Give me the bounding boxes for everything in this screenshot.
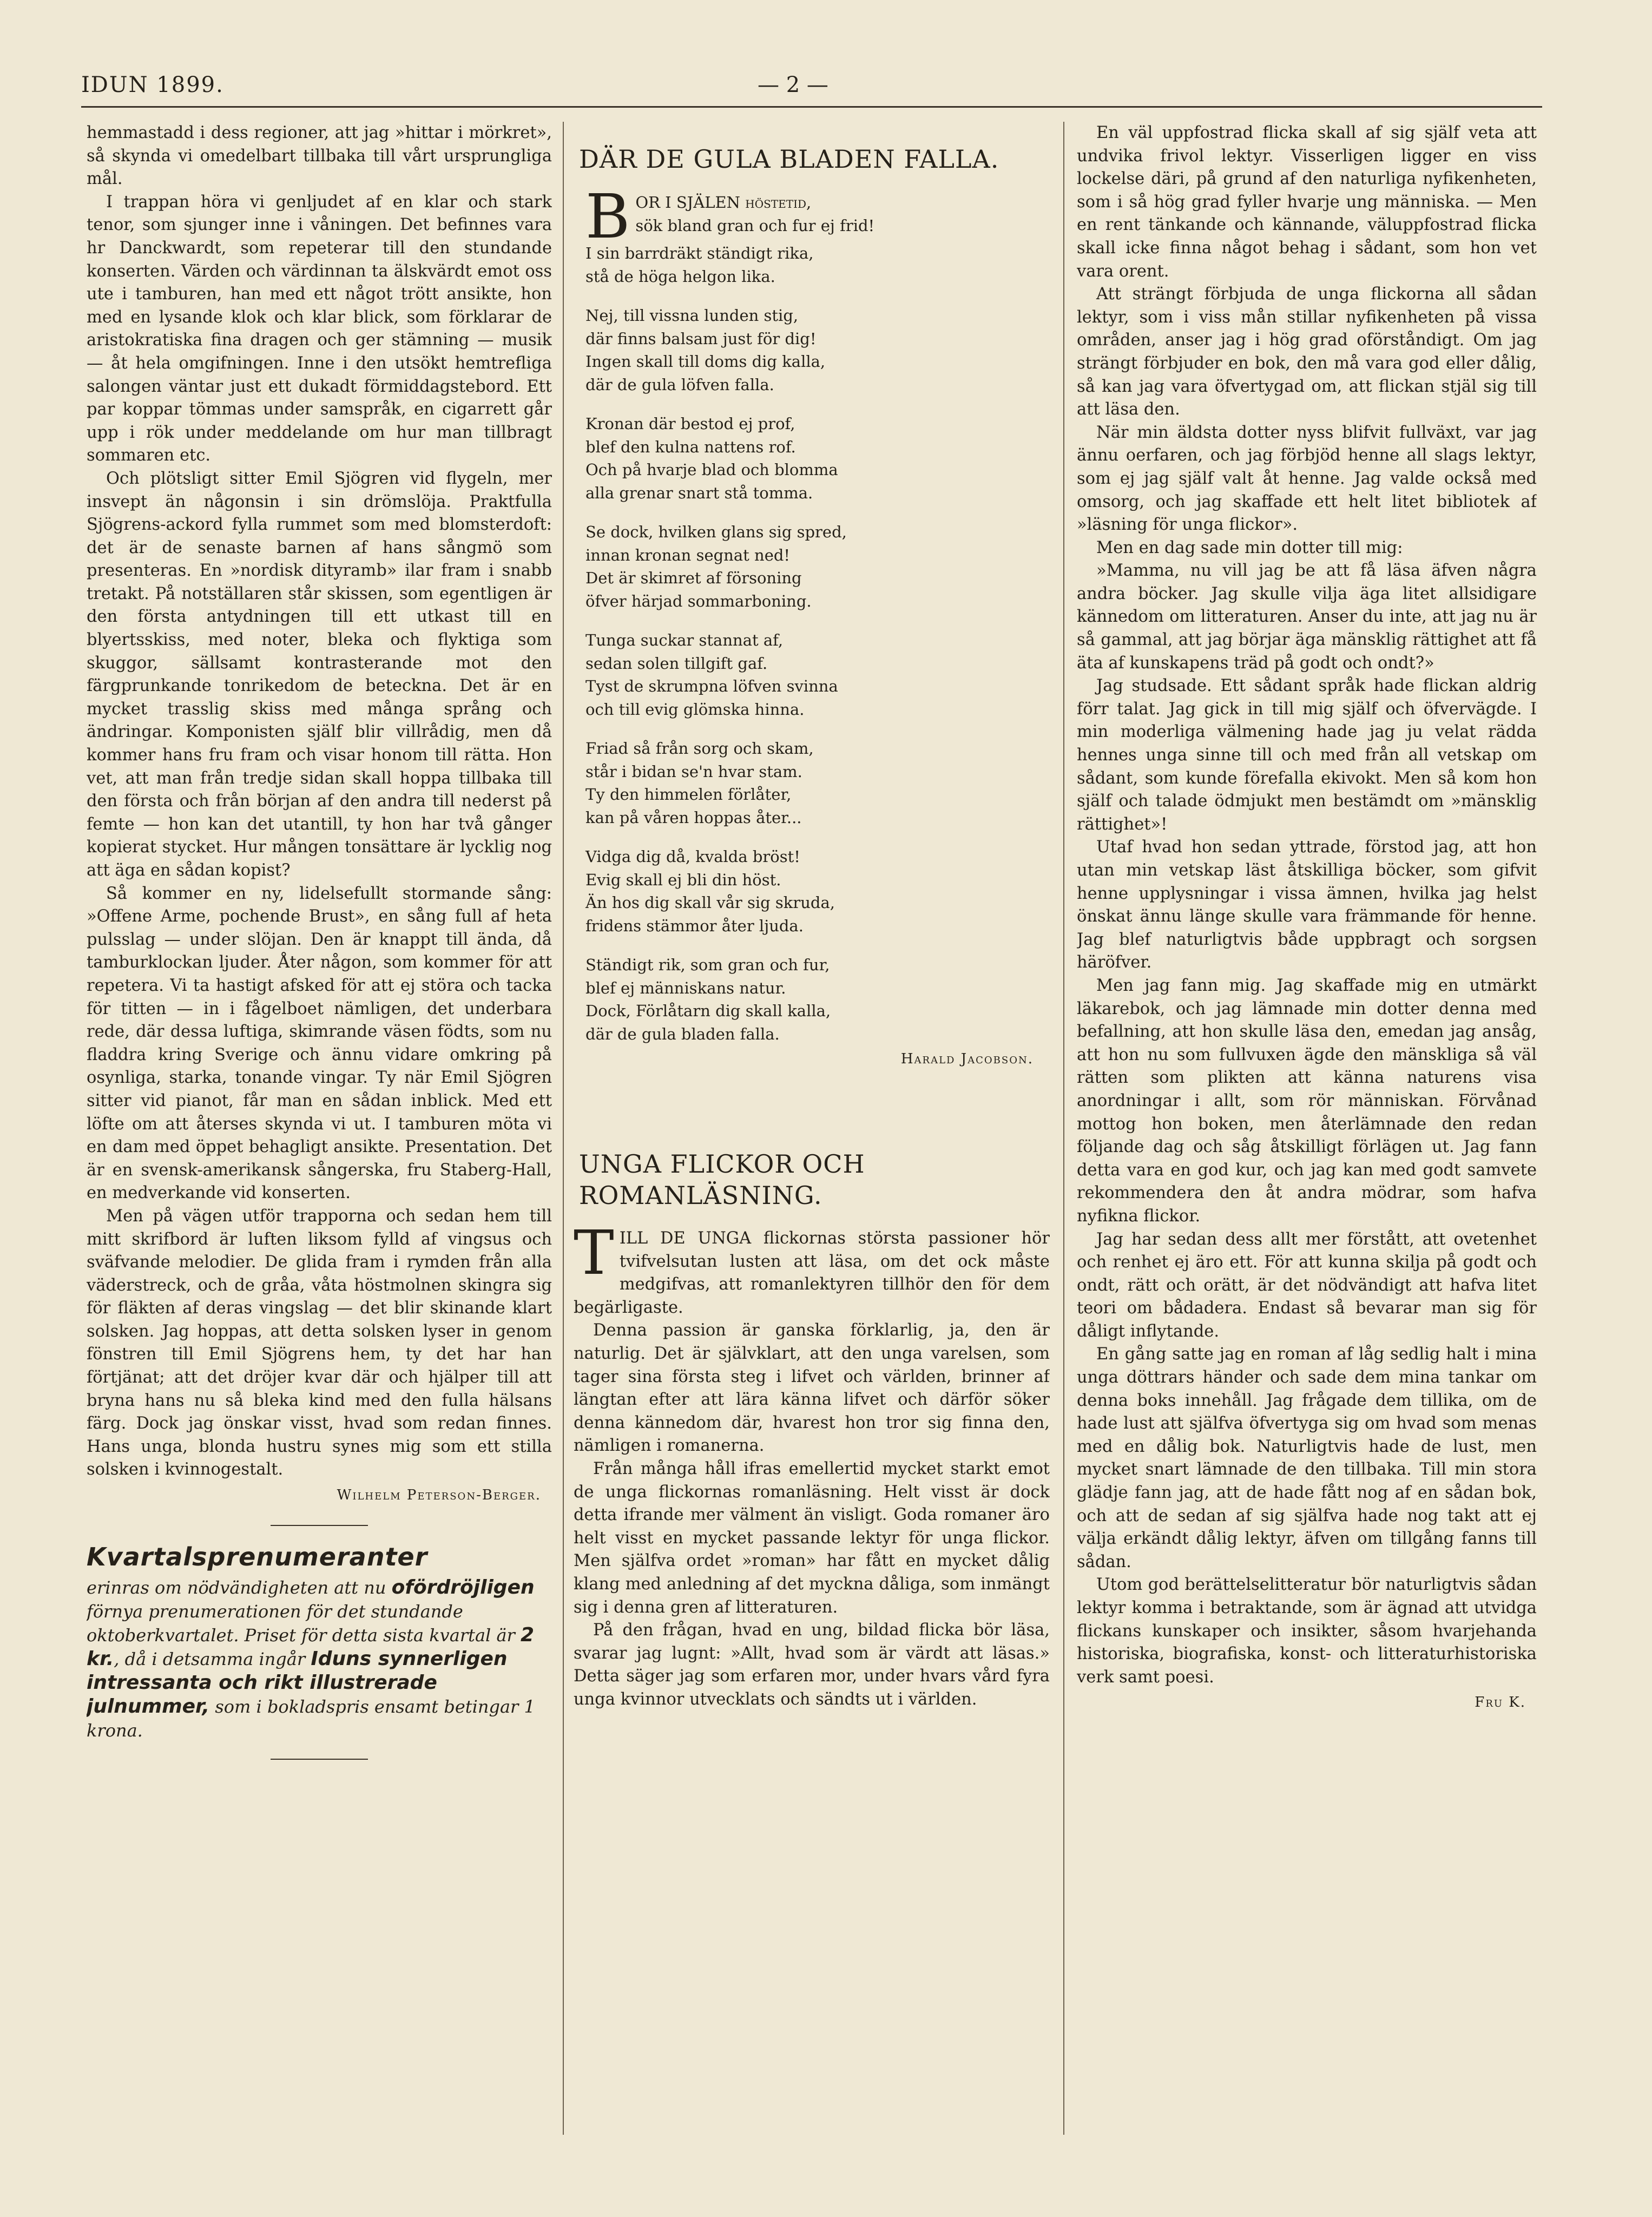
poem-line: där de gula bladen falla. bbox=[585, 1024, 780, 1043]
poem-line: där de gula löfven falla. bbox=[585, 375, 774, 394]
poem-line: Ständigt rik, som gran och fur, bbox=[585, 956, 830, 974]
header-rule bbox=[81, 106, 1542, 108]
poem-line: sedan solen tillgift gaf. bbox=[585, 654, 768, 673]
poem-line: Kronan där bestod ej prof, bbox=[585, 415, 795, 433]
paragraph: En väl uppfostrad flicka skall af sig själf veta att undvika frivol lektyr. Visserligen ligger en viss lockelse däri, på grund af den naturliga nyfikenheten, som i så hög grad fyller hvarje ung människa. — Men en rent tänkande och kännande, väluppfostrad flicka skall icke finna något behag i sådant, som hon vet vara orent. bbox=[1077, 123, 1537, 281]
poem-line: Vidga dig då, kvalda bröst! bbox=[585, 847, 800, 866]
poem-stanza bbox=[585, 412, 1050, 504]
paragraph: Utaf hvad hon sedan yttrade, förstod jag, att hon utan min vetskap läst åtskilliga böcker, som gifvit henne upplysningar i vissa ämnen, hvilka jag helst önskat ännu länge skulle vara främmande för henne. Jag blef naturligtvis både uppbragt och sorgsen häröfver. bbox=[1077, 838, 1537, 972]
drop-cap: B bbox=[585, 182, 630, 252]
opening-paragraph: ILL DE UNGA flickornas största passioner hör tvifvelsutan lusten att läsa, om det ock måste medgifvas, att romanlektyren tillhör den för dem begärligaste. bbox=[574, 1229, 1050, 1317]
author-signature: Wilhelm Peterson-Berger. bbox=[337, 1487, 541, 1504]
poem-stanza bbox=[585, 629, 1050, 721]
poem-stanza bbox=[585, 953, 1050, 1045]
poem-line: Tunga suckar stannat af, bbox=[585, 631, 784, 649]
notice-price: 2 kr. bbox=[87, 1624, 535, 1670]
paragraph: Jag studsade. Ett sådant språk hade flickan aldrig förr talat. Jag gick in till mig själf och öfvervägde. I min moderliga välmening hade jag ju velat rädda hennes unga sinne till och med från all vetskap om sådant, som kunde förefalla ekivokt. Men så kom hon själf och talade ödmjukt men bestämdt om »mänsklig rättighet»! bbox=[1077, 676, 1537, 834]
publication-date: IDUN 1899. bbox=[81, 73, 224, 97]
poem-line: står i bidan se'n hvar stam. bbox=[585, 762, 802, 781]
poem-line: Nej, till vissna lunden stig, bbox=[585, 306, 799, 325]
poem-line: Ingen skall till doms dig kalla, bbox=[585, 352, 826, 371]
column-1 bbox=[87, 122, 552, 2178]
paragraph: I trappan höra vi genljudet af en klar och stark tenor, som sjunger inne i våningen. Det befinnes vara hr Danckwardt, som repeterar till den stundande konserten. Värden och värdinnan ta älskvärdt emot oss ute i tamburen, han med ett något trött ansikte, hon med en lysande klok och klar blick, som förklarar de aristokratiska fina dragen och ger stämning — musik — åt hela omgifningen. Inne i den utsökt hemtrefliga salongen väntar just ett dukadt förmiddagstebord. Ett par koppar tömmas under samspråk, en cigarrett går upp i rök under meddelande om hur man tillbragt sommaren etc. bbox=[87, 192, 552, 465]
paragraph: Från många håll ifras emellertid mycket starkt emot de unga flickornas romanläsning. Helt visst är dock detta ifrande mer välment än visligt. Goda romaner äro helt visst en mycket passande lektyr för unga flickor. Men själfva ordet »roman» har fått en mycket dålig klang med anledning af det myckna dåliga, som inmängt sig i denna gren af litteraturen. bbox=[574, 1459, 1050, 1617]
poem-line: Se dock, hvilken glans sig spred, bbox=[585, 523, 847, 541]
poem-line: fridens stämmor åter ljuda. bbox=[585, 916, 804, 935]
poem-line: Dock, Förlåtarn dig skall kalla, bbox=[585, 1002, 831, 1020]
column-3 bbox=[1077, 122, 1537, 2178]
poem-line: stå de höga helgon lika. bbox=[585, 267, 775, 286]
separator bbox=[271, 1525, 368, 1526]
poem-line: Det är skimret af försoning bbox=[585, 569, 802, 587]
paragraph: På den frågan, hvad en ung, bildad flicka bör läsa, svarar jag lugnt: »Allt, hvad som är värdt att läsas.» Detta säger jag som erfaren mor, under hvars vård fyra unga kvinnor utvecklats och sändts ut i världen. bbox=[574, 1621, 1050, 1709]
paragraph: »Mamma, nu vill jag be att få läsa äfven några andra böcker. Jag skulle vilja äga litet allsidigare kännedom om litteraturen. Anser du inte, att jag nu är så gammal, att jag börjar äga mänsklig rättighet att få äta af kunskapens träd på godt och ondt?» bbox=[1077, 561, 1537, 673]
paragraph: Denna passion är ganska förklarlig, ja, den är naturlig. Det är självklart, att den unga varelsen, som tager sina första steg i lifvet och världen, brinner af längtan efter att lära känna lifvet och därför söker denna kännedom där, hvarest hon tror sig finna den, nämligen i romanerna. bbox=[574, 1321, 1050, 1456]
poem-stanza bbox=[585, 845, 1050, 937]
poem bbox=[585, 182, 1050, 1045]
paragraph: Så kommer en ny, lidelsefullt stormande sång: »Offene Arme, pochende Brust», en sång full af heta pulsslag — under slöjan. Den är knappt till ända, då tamburklockan ljuder. Åter någon, som kommer för att repetera. Vi ta hastigt afsked för att ej störa och tacka för titten — in i fågelboet nämligen, det underbara rede, där dessa luftiga, skimrande väsen födts, som nu fladdra kring Sverige och ännu vidare omkring på osynliga, starka, tonande vingar. Ty när Emil Sjögren sitter vid pianot, får man en sådan inblick. Med ett löfte om att återses skynda vi ut. I tamburen möta vi en dam med öppet behagligt ansikte. Presentation. Det är en svensk-amerikansk sångerska, fru Staberg-Hall, en medverkande vid konserten. bbox=[87, 884, 552, 1203]
poem-title: DÄR DE GULA BLADEN FALLA. bbox=[579, 144, 999, 174]
notice-body bbox=[87, 1576, 552, 1742]
poem-line: sök bland gran och fur ej frid! bbox=[635, 216, 875, 235]
article-title: UNGA FLICKOR OCH ROMANLÄSNING. bbox=[579, 1149, 865, 1210]
notice-emphasis: Iduns synnerligen intressanta och rikt illustrerade julnummer, bbox=[87, 1648, 508, 1718]
poem-line: Ty den himmelen förlåter, bbox=[585, 785, 792, 804]
notice-text: förnya prenumerationen för det stundande oktoberkvartalet. Priset för detta sista kvartal är bbox=[87, 1601, 521, 1646]
poem-line: I sin barrdräkt ständigt rika, bbox=[585, 244, 814, 262]
paragraph: Utom god berättelselitteratur bör naturligtvis sådan lektyr komma i betraktande, som är ägnad att utvidga flickans kunskaper och insikter, såsom hvarjehanda historiska, biografiska, konst- och litteraturhistoriska verk samt poesi. bbox=[1077, 1575, 1537, 1687]
separator bbox=[271, 1759, 368, 1760]
column-divider bbox=[1063, 122, 1064, 2135]
poem-signature: Harald Jacobson. bbox=[900, 1051, 1034, 1067]
poem-line: blef ej människans natur. bbox=[585, 978, 786, 997]
paragraph: När min äldsta dotter nyss blifvit fullväxt, var jag ännu oerfaren, och jag förbjöd henne all slags lektyr, som ej jag själf valt åt henne. Jag valde också med omsorg, och jag skaffade ett helt litet bibliotek af »läsning för unga flickor». bbox=[1077, 423, 1537, 535]
poem-line: Än hos dig skall vår sig skruda, bbox=[585, 893, 835, 912]
poem-line: och till evig glömska hinna. bbox=[585, 700, 805, 719]
poem-stanza bbox=[585, 182, 1050, 288]
paragraph: Men en dag sade min dotter till mig: bbox=[1096, 538, 1403, 557]
poem-line: Evig skall ej bli din höst. bbox=[585, 870, 781, 889]
poem-line: där finns balsam just för dig! bbox=[585, 329, 817, 348]
poem-stanza bbox=[585, 521, 1050, 613]
notice-text: som i bokladspris ensamt betingar 1 krona. bbox=[87, 1696, 535, 1741]
poem-line: Friad så från sorg och skam, bbox=[585, 739, 814, 758]
paragraph: Att strängt förbjuda de unga flickorna all sådan lektyr, som i viss mån stillar nyfikenheten på vissa områden, anser jag i hög grad oförståndigt. Om jag strängt förbjuder en bok, den må vara god eller dålig, så kan jag vara öfvertygad om, att flickan stjäl sig till att läsa den. bbox=[1077, 285, 1537, 419]
author-signature: Fru K. bbox=[1475, 1694, 1526, 1711]
paragraph: hemmastadd i dess regioner, att jag »hittar i mörkret», så skynda vi omedelbart tillbaka till vårt ursprungliga mål. bbox=[87, 123, 552, 189]
paragraph: Jag har sedan dess allt mer förstått, att ovetenhet och renhet ej äro ett. För att kunna skilja på godt och ondt, rätt och orätt, är det nödvändigt att hafva litet teori om bådadera. Endast så bevarar man sig för dåligt inflytande. bbox=[1077, 1229, 1537, 1341]
poem-line: blef den kulna nattens rof. bbox=[585, 437, 796, 456]
poem-line: OR I SJÄLEN höstetid, bbox=[635, 193, 812, 212]
poem-stanza bbox=[585, 737, 1050, 829]
poem-stanza bbox=[585, 304, 1050, 396]
poem-line: alla grenar snart stå tomma. bbox=[585, 483, 813, 502]
poem-line: Och på hvarje blad och blomma bbox=[585, 460, 838, 479]
notice-text: , då i detsamma ingår bbox=[114, 1649, 311, 1670]
notice-emphasis: ofördröjligen bbox=[391, 1576, 535, 1599]
page-number: — 2 — bbox=[758, 73, 828, 97]
article-opening bbox=[574, 1218, 1050, 1319]
poem-line: öfver härjad sommarboning. bbox=[585, 591, 812, 610]
column-divider bbox=[563, 122, 564, 2135]
drop-cap: T bbox=[574, 1218, 614, 1288]
notice-text: erinras om nödvändigheten att nu bbox=[87, 1577, 392, 1598]
paragraph: Och plötsligt sitter Emil Sjögren vid flygeln, mer insvept än någonsin i sin drömslöja. Praktfulla Sjögrens-ackord fylla rummet som med blomsterdoft: det är de senaste barnen af hans sångmö som presenteras. En »nordisk dityramb» ilar fram i snabb tretakt. På notställaren står skissen, som egentligen är den första antydningen till ett utkast till en blyertsskiss, med noter, bleka och flyktiga som skuggor, sällsamt kontrasterande mot den färgprunkande tonrikedom de beteckna. Det är en mycket trasslig skiss med många språng och ändringar. Komponisten själf blir villrådig, men då kommer hans fru fram och visar honom till rätta. Hon vet, att man från tredje sidan skall hoppa tillbaka till den första och från början af den andra till nederst på femte — hon kan det utantill, ty hon har två gånger kopierat stycket. Hur mången tonsättare är lycklig nog att äga en sådan kopist? bbox=[87, 469, 552, 880]
poem-line: innan kronan segnat ned! bbox=[585, 545, 791, 564]
paragraph: Men jag fann mig. Jag skaffade mig en utmärkt läkarebok, och jag lämnade min dotter denna med befallning, att hon skulle läsa den, emedan jag ansåg, att hon nu som fullvuxen ägde den mänskliga så väl rätten som plikten att känna naturens visa anordningar i allt, som rör människan. Förvånad mottog hon boken, men återlämnade den redan följande dag och såg åtskilligt förlägen ut. Jag fann detta vara en god kur, och jag kan med godt samvete rekommendera den åt andra mödrar, som hafva nyfikna flickor. bbox=[1077, 976, 1537, 1226]
poem-line: Tyst de skrumpna löfven svinna bbox=[585, 677, 838, 695]
paragraph: En gång satte jag en roman af låg sedlig halt i mina unga döttrars händer och sade dem mina tankar om denna boks innehåll. Jag frågade dem tillika, om de hade lust att själfva öfvertyga sig om hvad som menas med en dålig bok. Naturligtvis hade de lust, men mycket snart lämnade de den tillbaka. Till min stora glädje fann jag, att de hade fått nog af en sådan bok, och att de sedan af sig själfva hade nog takt att ej välja erkändt dålig lektyr, äfven om tillgång fanns till sådan. bbox=[1077, 1345, 1537, 1571]
notice-title: Kvartalsprenumeranter bbox=[87, 1542, 428, 1572]
page-header bbox=[81, 65, 1542, 108]
poem-line: kan på våren hoppas åter... bbox=[585, 808, 802, 827]
paragraph: Men på vägen utför trapporna och sedan hem till mitt skrifbord är luften liksom fylld af vingsus och sväfvande melodier. De glida fram i rymden från alla väderstreck, och de gråa, våta höstmolnen skingra sig för fläkten af deras vingslag — det blir skinande klart solsken. Jag hoppas, att detta solsken lyser in genom fönstren till Emil Sjögrens hem, ty det har han förtjänat; att det dröjer kvar där och hjälper till att bryna hans nu så bleka kind med den fulla hälsans färg. Dock jag önskar visst, hvad som redan finnes. Hans unga, blonda hustru synes mig som ett stilla solsken i kvinnogestalt. bbox=[87, 1206, 552, 1479]
column-2 bbox=[574, 122, 1050, 2178]
